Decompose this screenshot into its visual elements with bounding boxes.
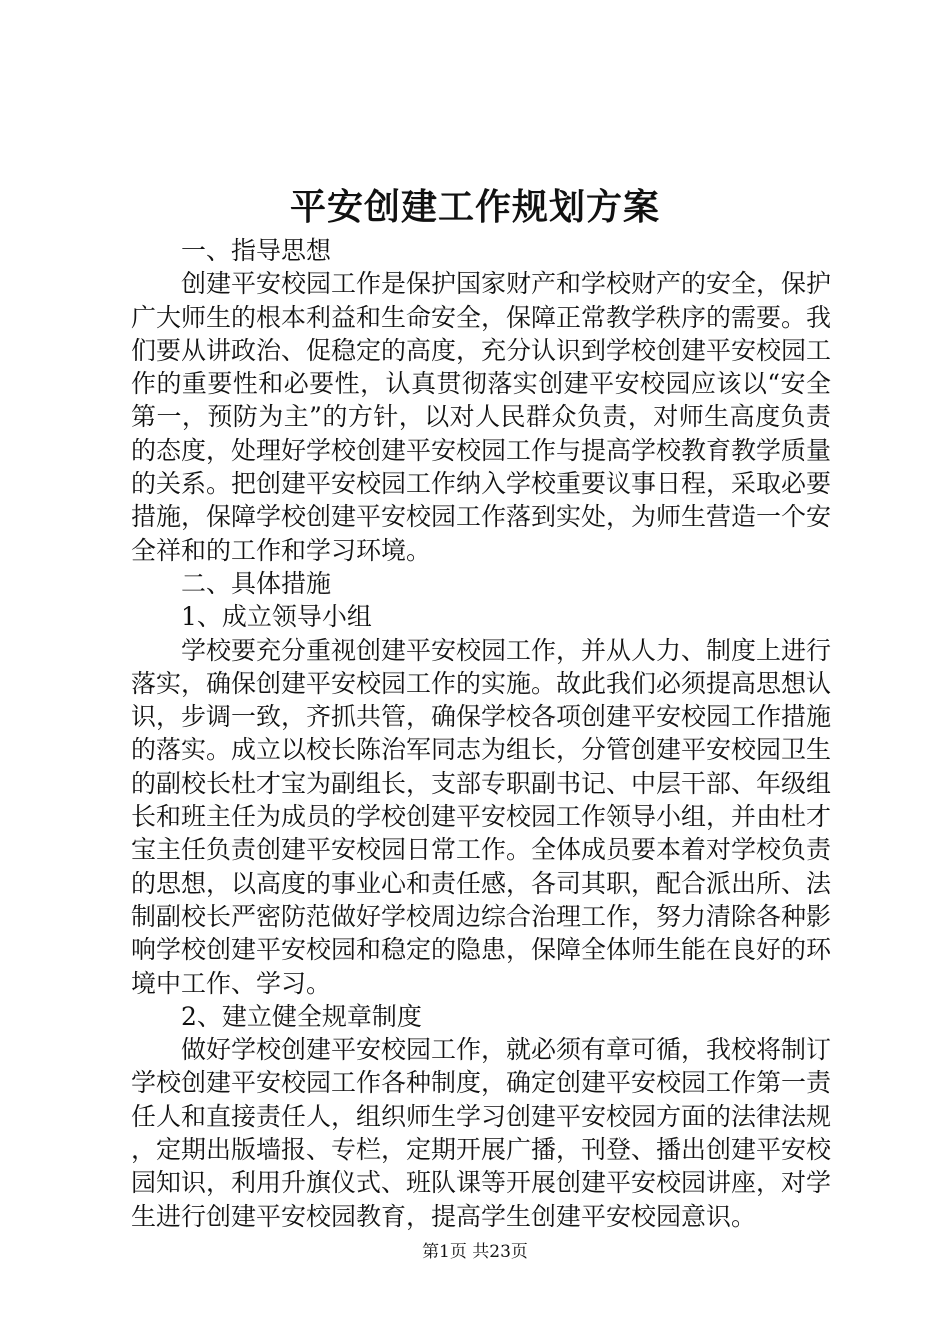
paragraph-guiding-ideology: 创建平安校园工作是保护国家财产和学校财产的安全，保护广大师生的根本利益和生命安全，保障正常教学秩序的需要。我们要从讲政治、促稳定的高度，充分认识到学校创建平安校园工作的重要性和必要性，认真贯彻落实创建平安校园应该以“安全第一，预防为主”的方针，以对人民群众负责，对师生高度负责的态度，处理好学校创建平安校园工作与提高学校教育教学质量的关系。把创建平安校园工作纳入学校重要议事日程，采取必要措施，保障学校创建平安校园工作落到实处，为师生营造一个安全祥和的工作和学习环境。 [131,269,832,565]
subheading-rules-and-regulations: 2、建立健全规章制度 [181,1001,422,1031]
subheading-leadership-group: 1、成立领导小组 [181,602,372,632]
paragraph-leadership-group: 学校要充分重视创建平安校园工作，并从人力、制度上进行落实，确保创建平安校园工作的实施。故此我们必须提高思想认识，步调一致，齐抓共管，确保学校各项创建平安校园工作措施的落实。成立以校长陈治军同志为组长，分管创建平安校园卫生的副校长杜才宝为副组长，支部专职副书记、中层干部、年级组长和班主任为成员的学校创建平安校园工作领导小组，并由杜才宝主任负责创建平安校园日常工作。全体成员要本着对学校负责的思想，以高度的事业心和责任感，各司其职，配合派出所、法制副校长严密防范做好学校周边综合治理工作，努力清除各种影响学校创建平安校园和稳定的隐患，保障全体师生能在良好的环境中工作、学习。 [131,635,832,998]
document-body [131,234,831,1233]
paragraph-rules-and-regulations: 做好学校创建平安校园工作，就必须有章可循，我校将制订学校创建平安校园工作各种制度，确定创建平安校园工作第一责任人和直接责任人，组织师生学习创建平安校园方面的法律法规，定期出版墙报、专栏，定期开展广播，刊登、播出创建平安校园知识，利用升旗仪式、班队课等开展创建平安校园讲座，对学生进行创建平安校园教育，提高学生创建平安校园意识。 [131,1035,832,1231]
section-heading-guiding-ideology: 一、指导思想 [181,236,332,265]
document-title: 平安创建工作规划方案 [289,186,660,228]
section-heading-specific-measures: 二、具体措施 [181,568,332,598]
page-footer: 第1页 共23页 [422,1242,528,1262]
